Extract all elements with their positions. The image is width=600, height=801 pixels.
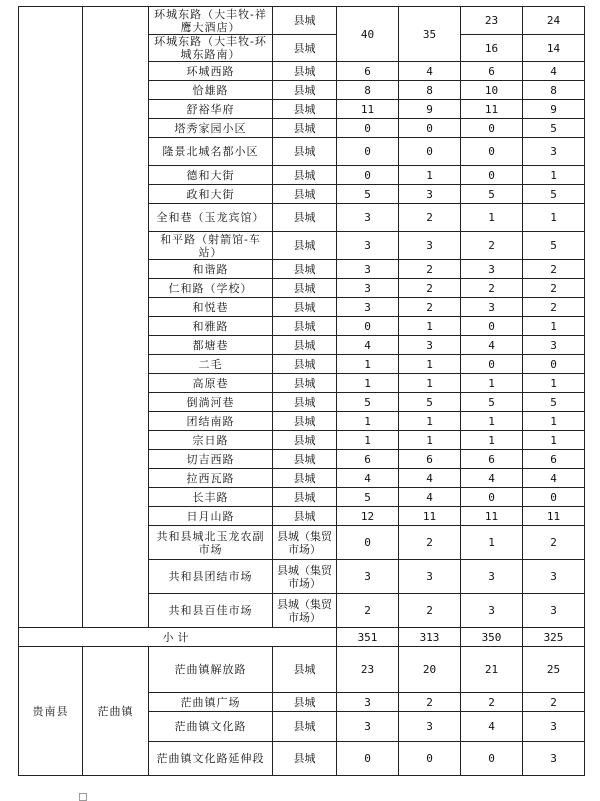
count-col1: 3 — [337, 693, 399, 712]
area-type: 县城 — [273, 62, 337, 81]
count-col4: 0 — [523, 488, 585, 507]
location-name: 政和大街 — [149, 185, 273, 204]
count-col1: 3 — [337, 232, 399, 260]
parking-statistics-table — [18, 6, 585, 776]
count-col3: 0 — [461, 742, 523, 776]
count-col4: 4 — [523, 469, 585, 488]
count-col3: 6 — [461, 450, 523, 469]
location-name: 和平路（射箭馆-车站） — [149, 232, 273, 260]
count-col3: 0 — [461, 166, 523, 185]
area-type: 县城 — [273, 355, 337, 374]
location-name: 共和县城北玉龙农副市场 — [149, 526, 273, 560]
count-col2: 0 — [399, 742, 461, 776]
count-col1: 3 — [337, 712, 399, 742]
location-name: 隆景北城名都小区 — [149, 138, 273, 166]
count-col3: 0 — [461, 355, 523, 374]
county-name: 贵南县 — [19, 647, 83, 776]
count-col4: 1 — [523, 204, 585, 232]
count-col4: 5 — [523, 119, 585, 138]
area-type: 县城 — [273, 260, 337, 279]
count-col1: 4 — [337, 469, 399, 488]
count-col2: 2 — [399, 298, 461, 317]
count-col2: 1 — [399, 374, 461, 393]
count-col4: 6 — [523, 450, 585, 469]
count-col1: 23 — [337, 647, 399, 693]
area-type: 县城 — [273, 693, 337, 712]
location-name: 切吉西路 — [149, 450, 273, 469]
location-name: 倒淌河巷 — [149, 393, 273, 412]
count-col3: 5 — [461, 393, 523, 412]
count-col3: 11 — [461, 507, 523, 526]
count-col4: 5 — [523, 232, 585, 260]
count-col1: 2 — [337, 594, 399, 628]
count-col4: 25 — [523, 647, 585, 693]
area-type: 县城 — [273, 317, 337, 336]
area-type: 县城 — [273, 7, 337, 35]
count-col2: 20 — [399, 647, 461, 693]
location-name: 和雅路 — [149, 317, 273, 336]
location-name: 恰雄路 — [149, 81, 273, 100]
count-col1: 0 — [337, 119, 399, 138]
count-col4: 3 — [523, 336, 585, 355]
location-name: 环城东路（大丰牧-环城东路南） — [149, 35, 273, 62]
count-col2: 9 — [399, 100, 461, 119]
area-type: 县城 — [273, 374, 337, 393]
location-name: 茫曲镇文化路 — [149, 712, 273, 742]
area-type: 县城 — [273, 204, 337, 232]
location-name: 拉西瓦路 — [149, 469, 273, 488]
count-col4: 9 — [523, 100, 585, 119]
count-col4: 2 — [523, 526, 585, 560]
area-type: 县城 — [273, 742, 337, 776]
count-col3: 3 — [461, 560, 523, 594]
count-col1: 5 — [337, 488, 399, 507]
area-type: 县城 — [273, 119, 337, 138]
location-name: 宗日路 — [149, 431, 273, 450]
count-col2: 3 — [399, 185, 461, 204]
count-col2: 3 — [399, 232, 461, 260]
count-col4: 5 — [523, 185, 585, 204]
count-col3: 3 — [461, 594, 523, 628]
count-col2: 2 — [399, 204, 461, 232]
count-col4: 11 — [523, 507, 585, 526]
location-name: 二毛 — [149, 355, 273, 374]
count-col3: 16 — [461, 35, 523, 62]
count-col2: 2 — [399, 260, 461, 279]
county-cell-blank — [19, 7, 83, 628]
subtotal-col3: 350 — [461, 628, 523, 647]
subtotal-col2: 313 — [399, 628, 461, 647]
count-col2: 2 — [399, 279, 461, 298]
count-col4: 4 — [523, 62, 585, 81]
count-col2: 1 — [399, 431, 461, 450]
count-col1: 1 — [337, 374, 399, 393]
count-col1: 40 — [337, 7, 399, 62]
count-col2: 1 — [399, 412, 461, 431]
table-row — [19, 7, 585, 35]
count-col2: 4 — [399, 469, 461, 488]
count-col3: 3 — [461, 260, 523, 279]
location-name: 茫曲镇广场 — [149, 693, 273, 712]
count-col4: 24 — [523, 7, 585, 35]
count-col1: 0 — [337, 317, 399, 336]
count-col1: 3 — [337, 204, 399, 232]
area-type: 县城 — [273, 507, 337, 526]
count-col3: 1 — [461, 204, 523, 232]
count-col4: 3 — [523, 138, 585, 166]
count-col1: 3 — [337, 279, 399, 298]
table-row — [19, 647, 585, 693]
area-type: 县城 — [273, 185, 337, 204]
count-col2: 4 — [399, 488, 461, 507]
count-col3: 6 — [461, 62, 523, 81]
count-col3: 2 — [461, 279, 523, 298]
count-col1: 3 — [337, 560, 399, 594]
count-col1: 6 — [337, 62, 399, 81]
count-col1: 5 — [337, 393, 399, 412]
count-col3: 0 — [461, 488, 523, 507]
count-col3: 2 — [461, 232, 523, 260]
count-col1: 1 — [337, 412, 399, 431]
location-name: 共和县团结市场 — [149, 560, 273, 594]
area-type: 县城 — [273, 712, 337, 742]
count-col3: 5 — [461, 185, 523, 204]
area-type: 县城 — [273, 469, 337, 488]
count-col4: 1 — [523, 374, 585, 393]
count-col4: 1 — [523, 317, 585, 336]
count-col4: 14 — [523, 35, 585, 62]
location-name: 茫曲镇解放路 — [149, 647, 273, 693]
count-col2: 3 — [399, 712, 461, 742]
count-col3: 4 — [461, 712, 523, 742]
area-type: 县城（集贸市场） — [273, 560, 337, 594]
location-name: 舒裕华府 — [149, 100, 273, 119]
town-name: 茫曲镇 — [83, 647, 149, 776]
count-col3: 1 — [461, 431, 523, 450]
location-name: 都塘巷 — [149, 336, 273, 355]
count-col2: 2 — [399, 526, 461, 560]
count-col1: 12 — [337, 507, 399, 526]
count-col4: 3 — [523, 712, 585, 742]
area-type: 县城 — [273, 138, 337, 166]
count-col2: 1 — [399, 317, 461, 336]
location-name: 塔秀家园小区 — [149, 119, 273, 138]
subtotal-row — [19, 628, 585, 647]
count-col2: 35 — [399, 7, 461, 62]
count-col3: 23 — [461, 7, 523, 35]
count-col2: 1 — [399, 355, 461, 374]
count-col2: 8 — [399, 81, 461, 100]
count-col3: 1 — [461, 526, 523, 560]
count-col3: 0 — [461, 317, 523, 336]
count-col4: 2 — [523, 279, 585, 298]
count-col2: 2 — [399, 594, 461, 628]
count-col3: 0 — [461, 138, 523, 166]
count-col1: 0 — [337, 742, 399, 776]
subtotal-col1: 351 — [337, 628, 399, 647]
area-type: 县城（集贸市场） — [273, 594, 337, 628]
location-name: 和悦巷 — [149, 298, 273, 317]
location-name: 德和大街 — [149, 166, 273, 185]
count-col3: 1 — [461, 374, 523, 393]
subtotal-col4: 325 — [523, 628, 585, 647]
count-col3: 0 — [461, 119, 523, 138]
count-col2: 0 — [399, 138, 461, 166]
count-col2: 11 — [399, 507, 461, 526]
location-name: 日月山路 — [149, 507, 273, 526]
count-col1: 1 — [337, 431, 399, 450]
count-col4: 3 — [523, 594, 585, 628]
area-type: 县城 — [273, 81, 337, 100]
area-type: 县城 — [273, 412, 337, 431]
count-col1: 8 — [337, 81, 399, 100]
area-type: 县城 — [273, 166, 337, 185]
count-col4: 2 — [523, 260, 585, 279]
count-col4: 3 — [523, 560, 585, 594]
count-col4: 2 — [523, 693, 585, 712]
count-col2: 3 — [399, 336, 461, 355]
count-col4: 2 — [523, 298, 585, 317]
town-cell-blank — [83, 7, 149, 628]
count-col4: 0 — [523, 355, 585, 374]
area-type: 县城 — [273, 279, 337, 298]
count-col1: 5 — [337, 185, 399, 204]
count-col4: 1 — [523, 412, 585, 431]
area-type: 县城 — [273, 232, 337, 260]
area-type: 县城 — [273, 431, 337, 450]
count-col1: 1 — [337, 355, 399, 374]
area-type: 县城 — [273, 35, 337, 62]
area-type: 县城 — [273, 393, 337, 412]
location-name: 团结南路 — [149, 412, 273, 431]
location-name: 环城东路（大丰牧-祥鹰大酒店） — [149, 7, 273, 35]
count-col2: 3 — [399, 560, 461, 594]
count-col1: 3 — [337, 260, 399, 279]
area-type: 县城 — [273, 450, 337, 469]
count-col1: 11 — [337, 100, 399, 119]
count-col4: 5 — [523, 393, 585, 412]
area-type: 县城 — [273, 100, 337, 119]
location-name: 全和巷（玉龙宾馆） — [149, 204, 273, 232]
count-col3: 11 — [461, 100, 523, 119]
count-col3: 4 — [461, 336, 523, 355]
area-type: 县城 — [273, 298, 337, 317]
location-name: 环城西路 — [149, 62, 273, 81]
count-col3: 10 — [461, 81, 523, 100]
count-col2: 2 — [399, 693, 461, 712]
location-name: 仁和路（学校） — [149, 279, 273, 298]
count-col3: 3 — [461, 298, 523, 317]
count-col1: 0 — [337, 526, 399, 560]
count-col2: 1 — [399, 166, 461, 185]
table-body — [19, 7, 585, 776]
count-col4: 1 — [523, 431, 585, 450]
count-col2: 4 — [399, 62, 461, 81]
count-col3: 2 — [461, 693, 523, 712]
count-col3: 21 — [461, 647, 523, 693]
subtotal-label: 小计 — [19, 628, 337, 647]
location-name: 茫曲镇文化路延伸段 — [149, 742, 273, 776]
count-col1: 3 — [337, 298, 399, 317]
count-col2: 5 — [399, 393, 461, 412]
area-type: 县城 — [273, 336, 337, 355]
count-col1: 4 — [337, 336, 399, 355]
count-col1: 6 — [337, 450, 399, 469]
location-name: 高原巷 — [149, 374, 273, 393]
area-type: 县城 — [273, 488, 337, 507]
count-col3: 4 — [461, 469, 523, 488]
area-type: 县城 — [273, 647, 337, 693]
count-col4: 3 — [523, 742, 585, 776]
area-type: 县城（集贸市场） — [273, 526, 337, 560]
count-col2: 0 — [399, 119, 461, 138]
location-name: 共和县百佳市场 — [149, 594, 273, 628]
location-name: 长丰路 — [149, 488, 273, 507]
count-col4: 1 — [523, 166, 585, 185]
count-col1: 0 — [337, 138, 399, 166]
count-col1: 0 — [337, 166, 399, 185]
count-col2: 6 — [399, 450, 461, 469]
count-col3: 1 — [461, 412, 523, 431]
location-name: 和谐路 — [149, 260, 273, 279]
count-col4: 8 — [523, 81, 585, 100]
